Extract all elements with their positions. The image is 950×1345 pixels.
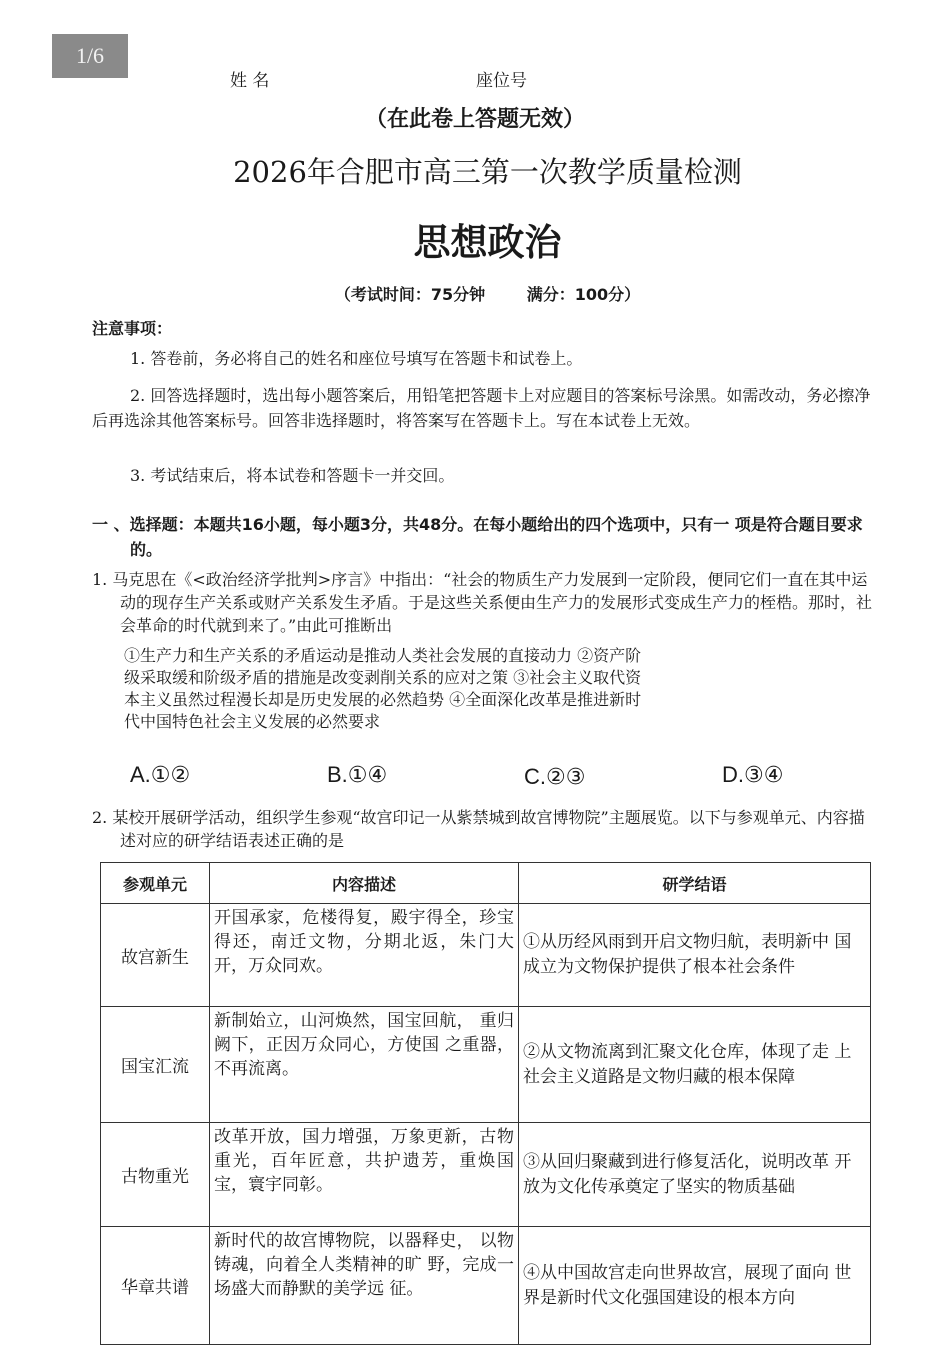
unit-cell: 国宝汇流 [101, 1007, 210, 1123]
column-header: 参观单元 [101, 863, 210, 904]
seat-number-label: 座位号 [476, 71, 527, 91]
exam-time: （考试时间：75分钟 [334, 285, 486, 304]
question-1-stem: 1. 马克思在《<政治经济学批判>序言》中指出：“社会的物质生产力发展到一定阶段，便同它们一直在其中运动的现存生产关系或财产关系发生矛盾。于是这些关系便由生产力的发展形式变成生产力的桎梏。那时，社会革命的时代就到来了。”由此可推断出 [92, 570, 873, 635]
question-1-statements: ①生产力和生产关系的矛盾运动是推动人类社会发展的直接动力 ②资产阶级采取缓和阶级矛盾的措施是改变剥削关系的应对之策 ③社会主义取代资本主义虽然过程漫长却是历史发展的必然趋势 ④全面深化改革是推进新时代中国特色社会主义发展的必然要求 [124, 646, 642, 731]
table-header-row [101, 863, 871, 904]
name-label: 姓 名 [230, 71, 270, 91]
notice-item: 2. 回答选择题时，选出每小题答案后，用铅笔把答题卡上对应题目的答案标号涂黑。如需改动，务必擦净后再选涂其他答案标号。回答非选择题时，将答案写在答题卡上。写在本试卷上无效。 [92, 386, 871, 430]
option-d: D.③④ [722, 762, 784, 787]
column-header: 内容描述 [210, 863, 519, 904]
notice-heading: 注意事项： [92, 319, 173, 338]
invalid-answer-notice: （在此卷上答题无效） [364, 107, 585, 132]
full-score: 满分：100分） [526, 285, 641, 304]
table-row [101, 1123, 871, 1227]
unit-cell: 华章共谱 [101, 1227, 210, 1345]
page-indicator: 1/6 [52, 34, 128, 78]
exam-title: 2026年合肥市高三第一次教学质量检测 [233, 155, 742, 189]
question-2-stem: 2. 某校开展研学活动，组织学生参观“故宫印记一从紫禁城到故宫博物院”主题展览。以下与参观单元、内容描述对应的研学结语表述正确的是 [92, 808, 865, 850]
description-cell: 新制始立，山河焕然，国宝回航， 重归阙下，正因万众同心，方使国 之重器，不再流离。 [210, 1007, 519, 1123]
table-row [101, 904, 871, 1007]
option-a: A.①② [130, 762, 191, 787]
description-cell: 开国承家，危楼得复，殿宇得全，珍宝得还，南迁文物，分期北返，朱门大开，万众同欢。 [210, 904, 519, 1007]
table-row [101, 1227, 871, 1345]
conclusion-cell: ④从中国故宫走向世界故宫，展现了面向 世界是新时代文化强国建设的根本方向 [519, 1227, 871, 1345]
option-c: C.②③ [524, 764, 586, 789]
unit-cell: 古物重光 [101, 1123, 210, 1227]
option-b: B.①④ [327, 762, 388, 787]
section-heading: 一 、选择题：本题共16小题，每小题3分，共48分。在每小题给出的四个选项中，只有一 项是符合题目要求的。 [92, 515, 863, 559]
subject-title: 思想政治 [413, 221, 562, 264]
conclusion-cell: ③从回归聚藏到进行修复活化，说明改革 开放为文化传承奠定了坚实的物质基础 [519, 1123, 871, 1227]
unit-cell: 故宫新生 [101, 904, 210, 1007]
study-table [100, 862, 871, 1345]
notice-item: 3. 考试结束后，将本试卷和答题卡一并交回。 [130, 466, 455, 485]
conclusion-cell: ①从历经风雨到开启文物归航，表明新中 国成立为文物保护提供了根本社会条件 [519, 904, 871, 1007]
conclusion-cell: ②从文物流离到汇聚文化仓库，体现了走 上社会主义道路是文物归藏的根本保障 [519, 1007, 871, 1123]
table-row [101, 1007, 871, 1123]
description-cell: 改革开放，国力增强，万象更新，古物重光，百年匠意，共护遗芳，重焕国宝，寰宇同彰。 [210, 1123, 519, 1227]
exam-info [0, 282, 950, 305]
notice-item: 1. 答卷前，务必将自己的姓名和座位号填写在答题卡和试卷上。 [130, 349, 583, 368]
description-cell: 新时代的故宫博物院，以器释史， 以物铸魂，向着全人类精神的旷 野，完成一场盛大而静默的美学远 征。 [210, 1227, 519, 1345]
column-header: 研学结语 [519, 863, 871, 904]
